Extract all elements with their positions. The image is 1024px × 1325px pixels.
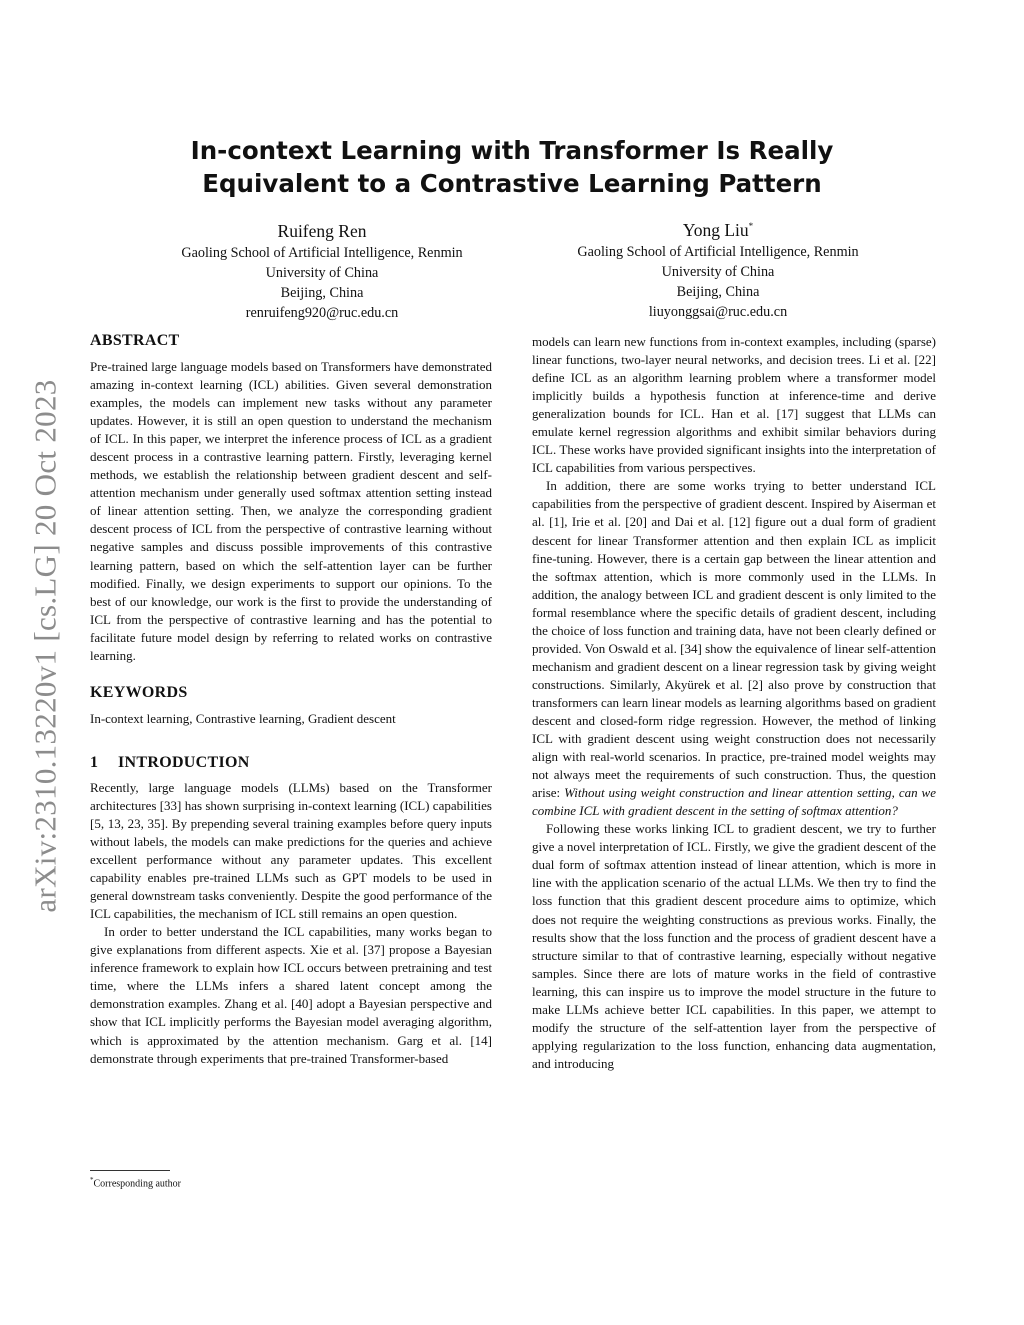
footnote: *Corresponding author xyxy=(90,1176,181,1190)
author-block-2 xyxy=(528,214,908,322)
arxiv-identifier-stamp: arXiv:2310.13220v1 [cs.LG] 20 Oct 2023 xyxy=(28,379,63,913)
author-email: renruifeng920@ruc.edu.cn xyxy=(245,304,399,321)
corresponding-author-mark: * xyxy=(748,221,754,231)
intro-paragraph-2-continued: models can learn new functions from in-context examples, including (sparse) linear functions, two-layer neural networks, and decision trees. Li et al. [22] define ICL as an algorithm learning problem where a transformer model implicitly builds a hypothesis function at inference-time and derive generalization bounds for ICL. Han et al. [17] suggest that LLMs can emulate kernel regression algorithms and exhibit similar behaviors during ICL. These works have provided significant insights into the interpretation of ICL capabilities from various perspectives. xyxy=(532,334,936,476)
keywords-text: In-context learning, Contrastive learning, Gradient descent xyxy=(90,710,396,726)
author-block-1 xyxy=(132,214,512,323)
abstract-text: Pre-trained large language models based on Transformers have demonstrated amazing in-context learning (ICL) abilities. Given several demonstration examples, the models can implement new tasks without any parameter updates. However, it is still an open question to understand the mechanism of ICL. In this paper, we interpret the inference process of ICL as a gradient descent process in a contrastive learning pattern. Firstly, leveraging kernel methods, we establish the relationship between gradient descent and self-attention mechanism under generally used softmax attention setting instead of linear attention setting. Then, we analyze the corresponding gradient descent process of ICL from the perspective of contrastive learning without negative samples and discuss possible improvements of this contrastive learning pattern, based on which the self-attention layer can be further modified. Finally, we design experiments to support our opinions. To the best of our knowledge, our work is the first to provide the understanding of ICL from the perspective of contrastive learning and has the potential to facilitate future model design by referring to related works on contrastive learning. xyxy=(90,359,492,663)
author-email: liuyonggsai@ruc.edu.cn xyxy=(648,303,788,320)
author-location: Beijing, China xyxy=(676,283,760,300)
section-number: 1 xyxy=(90,753,99,771)
footnote-rule xyxy=(90,1170,170,1171)
abstract-heading: ABSTRACT xyxy=(90,332,180,349)
intro-paragraph-3: In addition, there are some works trying to better understand ICL capabilities from the perspective of gradient descent. Inspired by Aiserman et al. [1], Irie et al. [20] and Dai et al. [12] figure out a dual form of gradient descent for linear Transformer attention and then explain ICL as implicit fine-tuning. However, there is a certain gap between the linear attention and the softmax attention, which is more commonly used in the LLMs. In addition, the analogy between ICL and gradient descent is only limited to the formal resemblance where the specific details of gradient descent, including the choice of loss function and training data, have not been clearly defined or provided. Von Oswald et al. [34] show the equivalence of linear self-attention mechanism and gradient descent on a linear regression task by giving weight constructions. Similarly, Akyürek et al. [2] also prove by construction that transformers can learn linear models as learning algorithms based on gradient descent and closed-form ridge regression. However, the method of linking ICL with gradient descent using weight construction does not necessarily align with real-world scenarios. In practice, pre-trained model weights may not always meet the requirements of such construction. Thus, the question arise: Without using weight construction and linear attention setting, can we combine ICL with gradient descent in the setting of softmax attention? xyxy=(532,478,937,819)
author-name: Ruifeng Ren xyxy=(277,220,367,241)
title-line-1: In-context Learning with Transformer Is Really xyxy=(190,136,834,165)
paper-title xyxy=(120,134,904,200)
section-title: INTRODUCTION xyxy=(118,753,250,771)
intro-paragraph-1: Recently, large language models (LLMs) based on the Transformer architectures [33] has shown surprising in-context learning (ICL) capabilities [5, 13, 23, 35]. By prepending several training examples before query inputs without labels, the models can make predictions for the queries and achieve excellent performance without any parameter updates. This excellent capability enables pre-trained LLMs such as GPT models to be used in general downstream tasks conveniently. Despite the good performance of the ICL capabilities, the mechanism of ICL still remains an open question. xyxy=(90,779,492,922)
research-question: Without using weight construction and linear attention setting, can we combine ICL with gradient descent in the setting of softmax attention? xyxy=(532,785,937,819)
author-location: Beijing, China xyxy=(280,284,364,301)
author-affiliation: University of China xyxy=(661,263,775,280)
keywords-heading: KEYWORDS xyxy=(90,683,188,701)
intro-paragraph-4: Following these works linking ICL to gradient descent, we try to further give a novel interpretation of ICL. Firstly, we give the gradient descent of the dual form of softmax attention instead of linear attention, which is more in line with the application scenario of the actual LLMs. We then try to find the loss function that this gradient descent procedure aims to optimize, which does not require the weighting constructions as previous works. Finally, the results show that the loss function and the process of gradient descent have a structure similar to that of contrastive learning, especially without negative samples. Since there are lots of mature works in the field of contrastive learning, this can inspire us to improve the model structure in the future to make LLMs achieve better ICL capabilities. In this paper, we attempt to modify the structure of the self-attention layer from the perspective of applying regularization to the loss function, enhancing data augmentation, and introducing xyxy=(532,821,936,1071)
introduction-heading xyxy=(90,752,492,774)
left-column xyxy=(90,330,492,1068)
right-column xyxy=(532,333,936,1073)
author-affiliation: Gaoling School of Artificial Intelligence, Renmin xyxy=(577,243,859,260)
intro-paragraph-2: In order to better understand the ICL capabilities, many works began to give explanations from different aspects. Xie et al. [37] propose a Bayesian inference framework to explain how ICL occurs between pretraining and test time, where the LLMs infers a shared latent concept among the demonstration examples. Zhang et al. [40] adopt a Bayesian perspective and show that ICL implicitly performs the Bayesian model averaging algorithm, which is approximated by the attention mechanism. Garg et al. [14] demonstrate through experiments that pre-trained Transformer-based xyxy=(90,924,492,1066)
author-name: Yong Liu* xyxy=(682,219,754,240)
author-affiliation: Gaoling School of Artificial Intelligence, Renmin xyxy=(181,244,463,261)
author-affiliation: University of China xyxy=(265,264,379,281)
title-line-2: Equivalent to a Contrastive Learning Pattern xyxy=(202,169,822,198)
